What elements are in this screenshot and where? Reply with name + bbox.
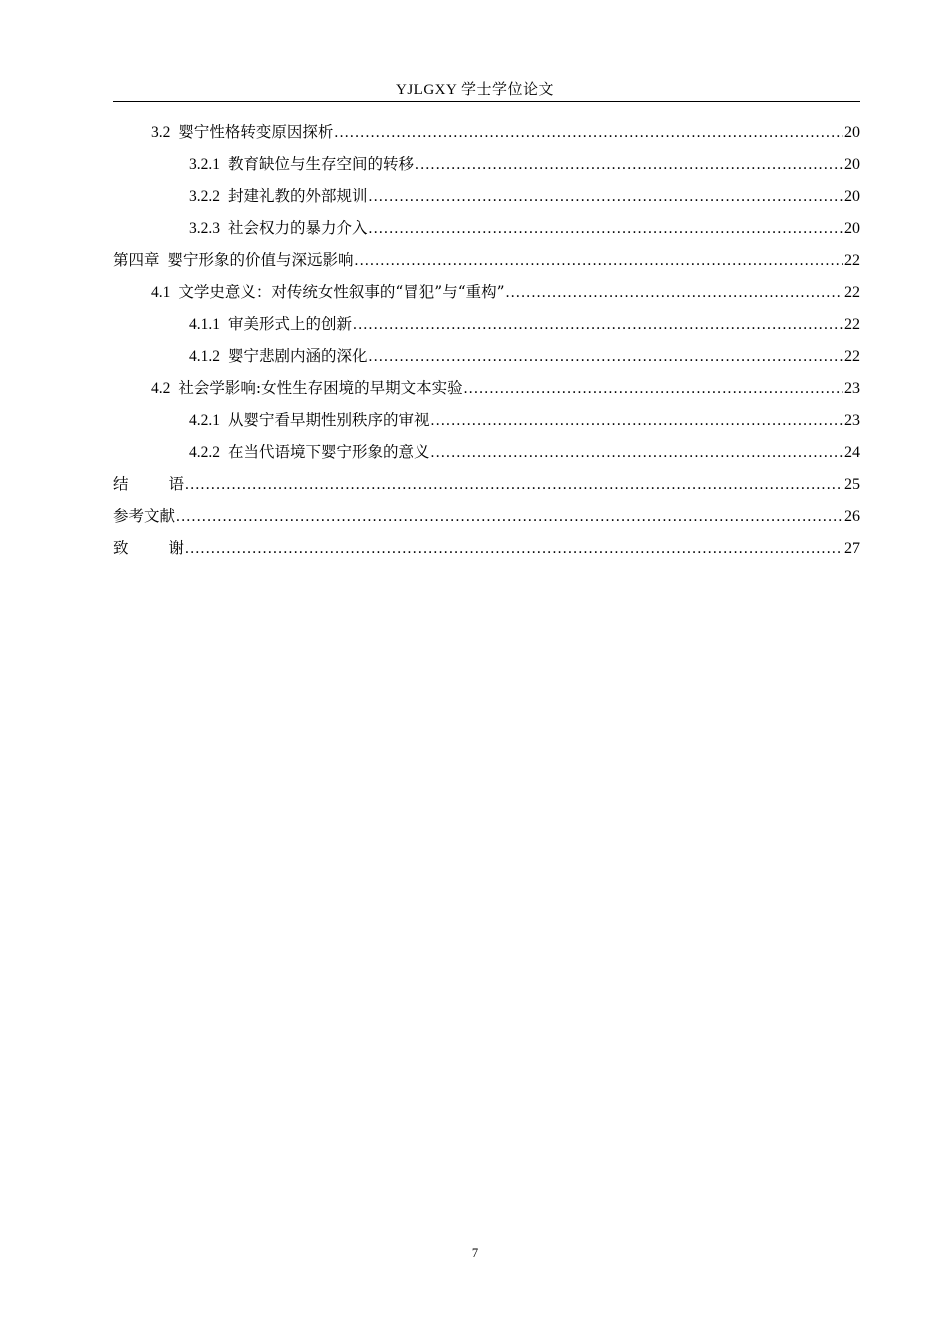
toc-entry-page: 22 xyxy=(844,284,860,301)
toc-entry-page: 26 xyxy=(844,508,860,525)
toc-entry[interactable] xyxy=(113,468,860,500)
dot-leader xyxy=(355,245,843,277)
toc-entry-number: 3.2.1 xyxy=(189,156,220,173)
toc-entry[interactable] xyxy=(113,116,860,148)
toc-entry-page: 22 xyxy=(844,348,860,365)
toc-entry[interactable] xyxy=(113,532,860,564)
toc-entry-number: 4.2.2 xyxy=(189,444,220,461)
toc-entry-title: 审美形式上的创新 xyxy=(228,315,353,333)
toc-entry-title: 婴宁性格转变原因探析 xyxy=(178,123,334,141)
toc-entry-label xyxy=(189,180,368,213)
dot-leader xyxy=(431,437,843,469)
toc-entry-label xyxy=(189,404,430,437)
toc-entry[interactable] xyxy=(113,436,860,468)
dot-leader xyxy=(369,181,843,213)
toc-entry-label xyxy=(189,212,368,245)
toc-entry-page: 22 xyxy=(844,252,860,269)
toc-entry-title: 参考文献 xyxy=(113,507,176,525)
dot-leader xyxy=(353,309,843,341)
toc-entry-label xyxy=(151,372,463,405)
toc-entry-number: 4.1 xyxy=(151,284,171,301)
dot-leader xyxy=(185,533,843,565)
toc-entry-title: 社会学影响:女性生存困境的早期文本实验 xyxy=(178,379,463,397)
toc-entry[interactable] xyxy=(113,404,860,436)
toc-entry-title: 封建礼教的外部规训 xyxy=(228,187,368,205)
toc-entry-page: 22 xyxy=(844,316,860,333)
toc-entry-label xyxy=(113,244,354,276)
dot-leader xyxy=(334,117,843,149)
toc-entry-number: 3.2.2 xyxy=(189,188,220,205)
toc-entry-number: 结 xyxy=(113,475,129,493)
toc-entry-number: 3.2.3 xyxy=(189,220,220,237)
toc-entry-page: 20 xyxy=(844,220,860,237)
toc-entry-label xyxy=(189,340,368,373)
toc-entry[interactable] xyxy=(113,372,860,404)
toc-entry-page: 20 xyxy=(844,156,860,173)
toc-entry-number: 第四章 xyxy=(113,251,160,269)
toc-entry-number: 致 xyxy=(113,539,129,557)
dot-leader xyxy=(464,373,843,405)
toc-entry[interactable] xyxy=(113,244,860,276)
toc-entry[interactable] xyxy=(113,340,860,372)
toc-entry-label xyxy=(151,116,333,149)
toc-entry-label xyxy=(189,148,414,181)
dot-leader xyxy=(431,405,843,437)
toc-entry-title: 社会权力的暴力介入 xyxy=(228,219,368,237)
toc-entry-label xyxy=(189,308,352,341)
toc-entry-label xyxy=(113,532,184,564)
toc-entry-title: 文学史意义：对传统女性叙事的“冒犯”与“重构” xyxy=(178,283,505,301)
toc-entry-label xyxy=(113,500,175,532)
toc-entry-page: 20 xyxy=(844,124,860,141)
dot-leader xyxy=(369,213,843,245)
toc-entry-label xyxy=(113,468,184,500)
toc-entry-page: 23 xyxy=(844,380,860,397)
toc-entry-title: 谢 xyxy=(168,539,185,557)
toc-entry[interactable] xyxy=(113,148,860,180)
toc-entry-number: 4.1.1 xyxy=(189,316,220,333)
toc-entry-number: 4.1.2 xyxy=(189,348,220,365)
toc-entry-title: 教育缺位与生存空间的转移 xyxy=(228,155,415,173)
toc-entry-page: 25 xyxy=(844,476,860,493)
dot-leader xyxy=(176,501,843,533)
toc-entry-title: 在当代语境下婴宁形象的意义 xyxy=(228,443,430,461)
table-of-contents xyxy=(113,116,860,564)
toc-entry-page: 24 xyxy=(844,444,860,461)
toc-entry-number: 4.2 xyxy=(151,380,171,397)
toc-entry-title: 从婴宁看早期性别秩序的审视 xyxy=(228,411,430,429)
toc-entry-page: 20 xyxy=(844,188,860,205)
toc-entry-title: 婴宁形象的价值与深远影响 xyxy=(167,251,354,269)
toc-entry[interactable] xyxy=(113,212,860,244)
toc-entry-label xyxy=(151,276,505,309)
toc-entry[interactable] xyxy=(113,180,860,212)
dot-leader xyxy=(415,149,843,181)
running-header: YJLGXY 学士学位论文 xyxy=(395,82,555,98)
toc-entry-title: 婴宁悲剧内涵的深化 xyxy=(228,347,368,365)
toc-entry-page: 27 xyxy=(844,540,860,557)
toc-entry-title: 语 xyxy=(168,475,185,493)
dot-leader xyxy=(506,277,843,309)
toc-entry[interactable] xyxy=(113,500,860,532)
header-rule xyxy=(113,101,860,102)
toc-entry[interactable] xyxy=(113,308,860,340)
toc-entry-page: 23 xyxy=(844,412,860,429)
toc-entry-label xyxy=(189,436,430,469)
toc-entry[interactable] xyxy=(113,276,860,308)
page-number: 7 xyxy=(471,1246,479,1260)
toc-entry-number: 4.2.1 xyxy=(189,412,220,429)
dot-leader xyxy=(369,341,843,373)
dot-leader xyxy=(185,469,843,501)
toc-entry-number: 3.2 xyxy=(151,124,171,141)
